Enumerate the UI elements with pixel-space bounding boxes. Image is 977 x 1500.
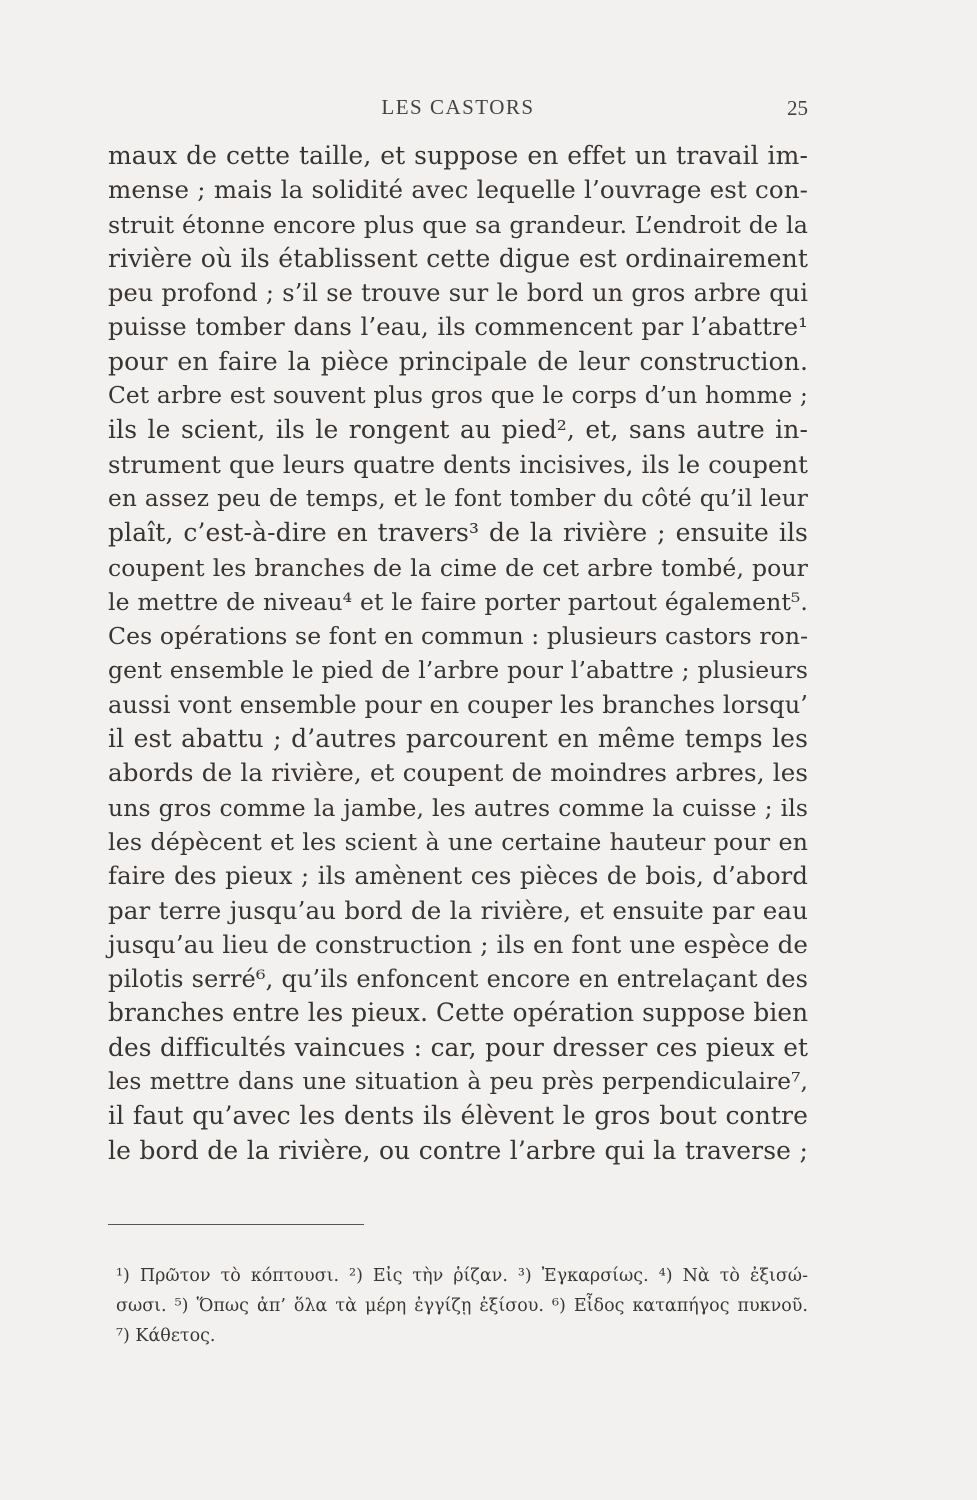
footnote-line: ⁷) Κάθετος. [116, 1326, 216, 1346]
text-line: plaît, c’est-à-dire en travers³ de la rivière ; ensuite ils [108, 518, 808, 548]
footnotes [116, 1261, 808, 1351]
text-line: pilotis serré⁶, qu’ils enfoncent encore en entrelaçant des [108, 965, 808, 994]
footnote-line: ¹) Πρῶτον τὸ κόπτουσι. ²) Εἰς τὴν ῥίζαν. ³) Ἐγκαρσίως. ⁴) Νὰ τὸ ἐξισώ- [116, 1266, 808, 1286]
text-line: gent ensemble le pied de l’arbre pour l’abattre ; plusieurs [108, 656, 808, 685]
text-line: peu profond ; s’il se trouve sur le bord un gros arbre qui [108, 279, 808, 308]
text-line: les dépècent et les scient à une certaine hauteur pour en [108, 827, 808, 856]
text-line: Cet arbre est souvent plus gros que le corps d’un homme ; [108, 382, 808, 410]
text-line: des difficultés vaincues : car, pour dresser ces pieux et [108, 1032, 808, 1062]
footnote-line: σωσι. ⁵) Ὅπως ἀπ’ ὅλα τὰ μέρη ἐγγίζῃ ἐξίσου. ⁶) Εἶδος καταπήγος πυκνοῦ. [116, 1296, 808, 1316]
text-line: uns gros comme la jambe, les autres comme la cuisse ; ils [108, 793, 808, 822]
text-line: il faut qu’avec les dents ils élèvent le gros bout contre [108, 1101, 808, 1131]
running-header [108, 95, 808, 125]
text-line: mense ; mais la solidité avec lequelle l’ouvrage est con- [108, 175, 808, 205]
text-line: maux de cette taille, et suppose en effet un travail im- [108, 141, 808, 170]
text-line: branches entre les pieux. Cette opération suppose bien [108, 998, 809, 1028]
text-line: abords de la rivière, et coupent de moindres arbres, les [108, 758, 808, 788]
text-line: struit étonne encore plus que sa grandeur. L’endroit de la [108, 210, 808, 239]
text-line: coupent les branches de la cime de cet arbre tombé, pour [108, 553, 808, 582]
text-line: aussi vont ensemble pour en couper les branches lorsqu’ [108, 690, 808, 719]
text-line: le mettre de niveau⁴ et le faire porter partout également⁵. [108, 587, 808, 616]
text-line: ils le scient, ils le rongent au pied², et, sans autre in- [108, 415, 808, 445]
text-line: les mettre dans une situation à peu près perpendiculaire⁷, [108, 1068, 808, 1096]
text-line: puisse tomber dans l’eau, ils commencent par l’abattre¹ [108, 312, 808, 342]
text-line: faire des pieux ; ils amènent ces pièces de bois, d’abord [108, 861, 808, 891]
text-line: strument que leurs quatre dents incisives, ils le coupent [108, 449, 808, 479]
text-line: rivière où ils établissent cette digue est ordinairement [108, 243, 808, 273]
page-number: 25 [787, 96, 808, 120]
text-line: Ces opérations se font en commun : plusieurs castors ron- [108, 622, 809, 651]
text-line: jusqu’au lieu de construction ; ils en font une espèce de [108, 929, 808, 959]
text-line: par terre jusqu’au bord de la rivière, et ensuite par eau [108, 895, 808, 925]
text-line: il est abattu ; d’autres parcourent en même temps les [108, 724, 808, 754]
text-line: en assez peu de temps, et le font tomber du côté qu’il leur [108, 484, 808, 512]
footnote-divider [108, 1224, 364, 1225]
text-line: le bord de la rivière, ou contre l’arbre qui la traverse ; [108, 1135, 808, 1165]
running-title: LES CASTORS [381, 95, 535, 119]
text-line: pour en faire la pièce principale de leur construction. [108, 346, 808, 376]
body-text [108, 139, 808, 1168]
